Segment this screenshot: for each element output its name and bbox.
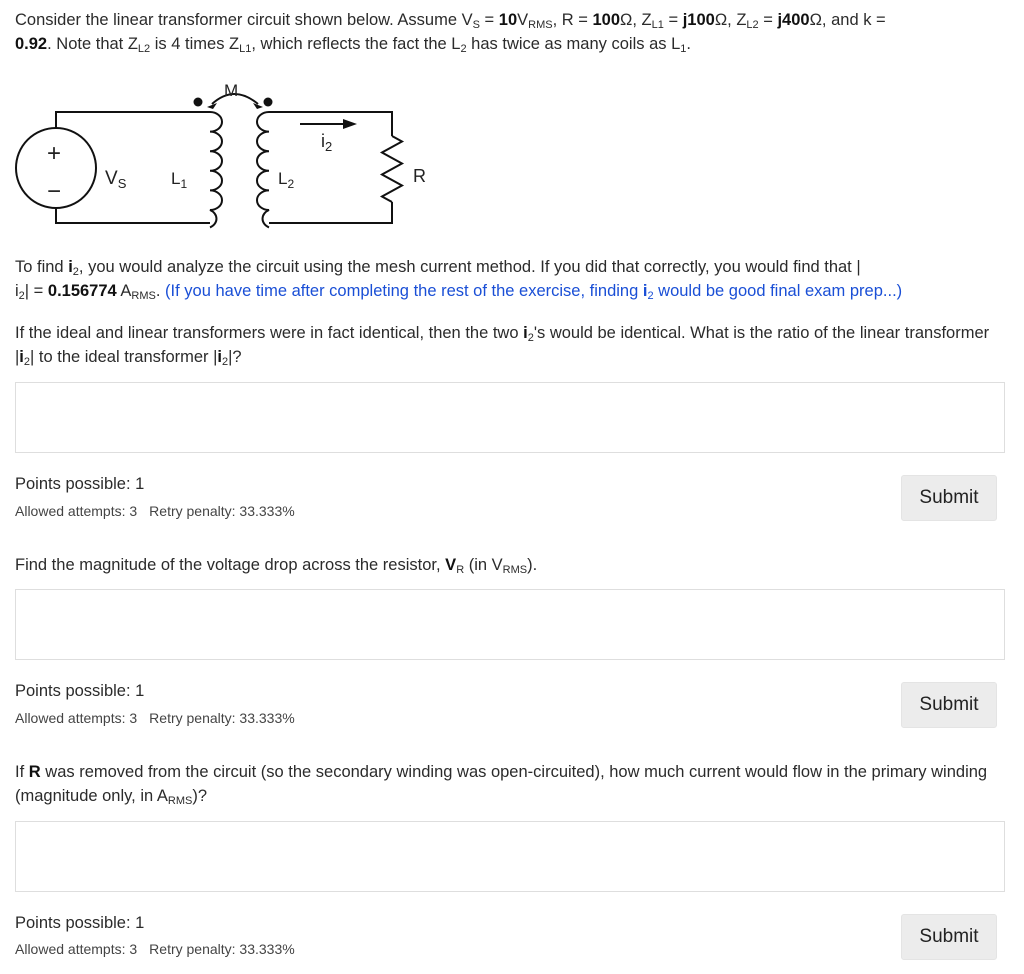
label-plus: + — [47, 140, 62, 167]
secondary-bottom-wire — [269, 202, 392, 223]
question-1-points: Points possible: 1 — [15, 475, 145, 493]
question-2-answer-field[interactable] — [15, 589, 1005, 660]
polarity-dot-secondary — [264, 98, 273, 107]
label-vs: $V_S$ — [105, 168, 127, 191]
primary-coil-l1 — [210, 112, 222, 227]
transformer-circuit-diagram — [14, 78, 434, 238]
primary-top-wire — [56, 112, 210, 128]
mesh-method-text: To find $i_2$, you would analyze the circuit using the mesh current method. If you did that correctly, you would find that | $i_2| = 0.156774$ $A_{RMS}$. (If you have time after completing the rest of the exercise, finding $i_2$ would be good final exam prep...) — [15, 258, 903, 302]
question-1-answer-field[interactable] — [15, 382, 1005, 453]
question-1-attempts: Allowed attempts: 3 Retry penalty: 33.333% — [15, 503, 295, 519]
question-3-points: Points possible: 1 — [15, 914, 145, 932]
question-2-attempts: Allowed attempts: 3 Retry penalty: 33.333% — [15, 710, 295, 726]
label-i2: $i_2$ — [321, 131, 333, 154]
exam-prep-hint: (If you have time after completing the rest of the exercise, finding $i_2$ would be good final exam prep...) — [165, 282, 903, 302]
question-2-text: Find the magnitude of the voltage drop across the resistor, $V_R$ (in $V_{RMS}$). — [15, 556, 538, 576]
secondary-coil-l2 — [257, 112, 269, 227]
polarity-dot-primary — [194, 98, 203, 107]
label-r: R — [413, 166, 426, 186]
label-l2: $L_2$ — [278, 169, 295, 191]
question-3-text: If R was removed from the circuit (so the secondary winding was open-circuited), how much current would flow in the primary winding (magnitude only, in $A_{RMS}$)? — [15, 763, 988, 807]
question-2-points: Points possible: 1 — [15, 682, 145, 700]
question-1-submit-button[interactable]: Submit — [901, 475, 997, 521]
label-minus: − — [47, 178, 62, 205]
current-arrowhead — [343, 119, 357, 129]
label-l1: $L_1$ — [171, 169, 188, 191]
question-3-attempts: Allowed attempts: 3 Retry penalty: 33.333% — [15, 941, 295, 957]
label-m: M — [224, 81, 239, 100]
resistor-symbol — [382, 136, 402, 202]
question-3-submit-button[interactable]: Submit — [901, 914, 997, 960]
question-3-answer-field[interactable] — [15, 821, 1005, 892]
question-1-text: If the ideal and linear transformers were in fact identical, then the two $i_2's$ would be identical. What is the ratio of the linear transformer $|i_2|$ to the ideal transformer $|i_2|$? — [15, 324, 990, 368]
problem-intro: Consider the linear transformer circuit shown below. Assume $V_S = 10V_{RMS}$, R = 100Ω, $Z_{L1} = j100\Omega$, $Z_{L2} = j400\Omega$, and k = 0.92. Note that $Z_{L2}$ is 4 times $Z_{L1}$, which reflects the fact the $L_2$ has twice as many coils as $L_1$. — [15, 11, 886, 55]
primary-bottom-wire — [56, 208, 210, 223]
question-2-submit-button[interactable]: Submit — [901, 682, 997, 728]
